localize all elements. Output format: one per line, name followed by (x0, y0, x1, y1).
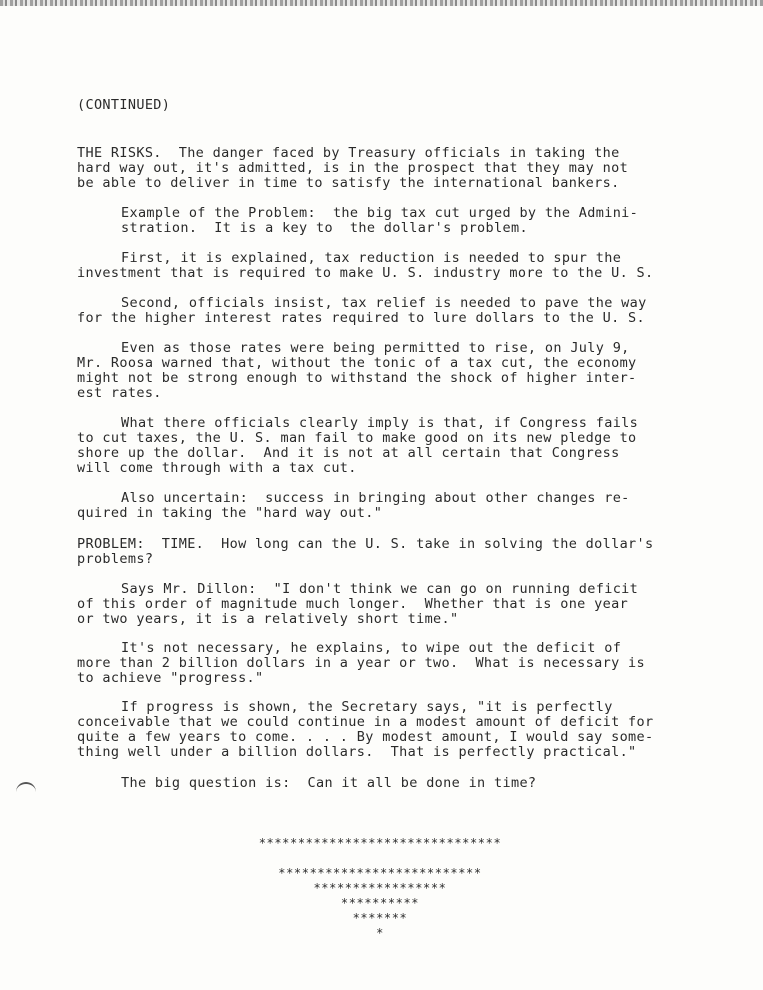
text-line: conceivable that we could continue in a modest amount of deficit for (77, 714, 654, 730)
text-line: to achieve "progress." (77, 670, 264, 686)
text-line: more than 2 billion dollars in a year or two. What is necessary is (77, 655, 646, 671)
text-line: quired in taking the "hard way out." (77, 505, 383, 521)
star-divider-line: ********** (340, 896, 420, 910)
text-line: shore up the dollar. And it is not at all certain that Congress (77, 445, 620, 461)
star-divider-line: ************************** (278, 866, 482, 880)
text-line: might not be strong enough to withstand the shock of higher inter- (77, 370, 637, 386)
text-line: Also uncertain: success in bringing about other changes re- (121, 490, 630, 506)
text-line: It's not necessary, he explains, to wipe out the deficit of (121, 640, 622, 656)
text-line: for the higher interest rates required to lure dollars to the U. S. (77, 310, 646, 326)
text-line: to cut taxes, the U. S. man fail to make good on its new pledge to (77, 430, 637, 446)
text-line: or two years, it is a relatively short time." (77, 611, 459, 627)
text-line: be able to deliver in time to satisfy the international bankers. (77, 175, 620, 191)
text-line: stration. It is a key to the dollar's problem. (121, 220, 528, 236)
star-divider-line: ******* (352, 911, 408, 925)
text-line: Even as those rates were being permitted to rise, on July 9, (121, 340, 630, 356)
text-line: will come through with a tax cut. (77, 460, 357, 476)
text-line: quite a few years to come. . . . By modest amount, I would say some- (77, 729, 654, 745)
star-divider-line: ***************** (313, 881, 447, 895)
text-line: Example of the Problem: the big tax cut urged by the Admini- (121, 205, 639, 221)
text-line: est rates. (77, 385, 162, 401)
text-line: PROBLEM: TIME. How long can the U. S. take in solving the dollar's (77, 536, 654, 552)
text-line: Mr. Roosa warned that, without the tonic of a tax cut, the economy (77, 355, 637, 371)
star-divider-line: ******************************* (258, 836, 502, 850)
star-divider-line: * (376, 926, 384, 940)
text-line: Second, officials insist, tax relief is needed to pave the way (121, 295, 647, 311)
text-line: If progress is shown, the Secretary says, "it is perfectly (121, 699, 613, 715)
text-line: problems? (77, 551, 154, 567)
text-line: hard way out, it's admitted, is in the prospect that they may not (77, 160, 629, 176)
continued-heading: (CONTINUED) (77, 97, 171, 113)
text-line: What there officials clearly imply is that, if Congress fails (121, 415, 639, 431)
text-line: THE RISKS. The danger faced by Treasury officials in taking the (77, 145, 620, 161)
text-line: investment that is required to make U. S. industry more to the U. S. (77, 265, 654, 281)
text-line: First, it is explained, tax reduction is needed to spur the (121, 250, 622, 266)
text-line: The big question is: Can it all be done in time? (121, 775, 537, 791)
text-line: of this order of magnitude much longer. Whether that is one year (77, 596, 629, 612)
text-line: Says Mr. Dillon: "I don't think we can go on running deficit (121, 581, 639, 597)
text-line: thing well under a billion dollars. That is perfectly practical." (77, 744, 637, 760)
